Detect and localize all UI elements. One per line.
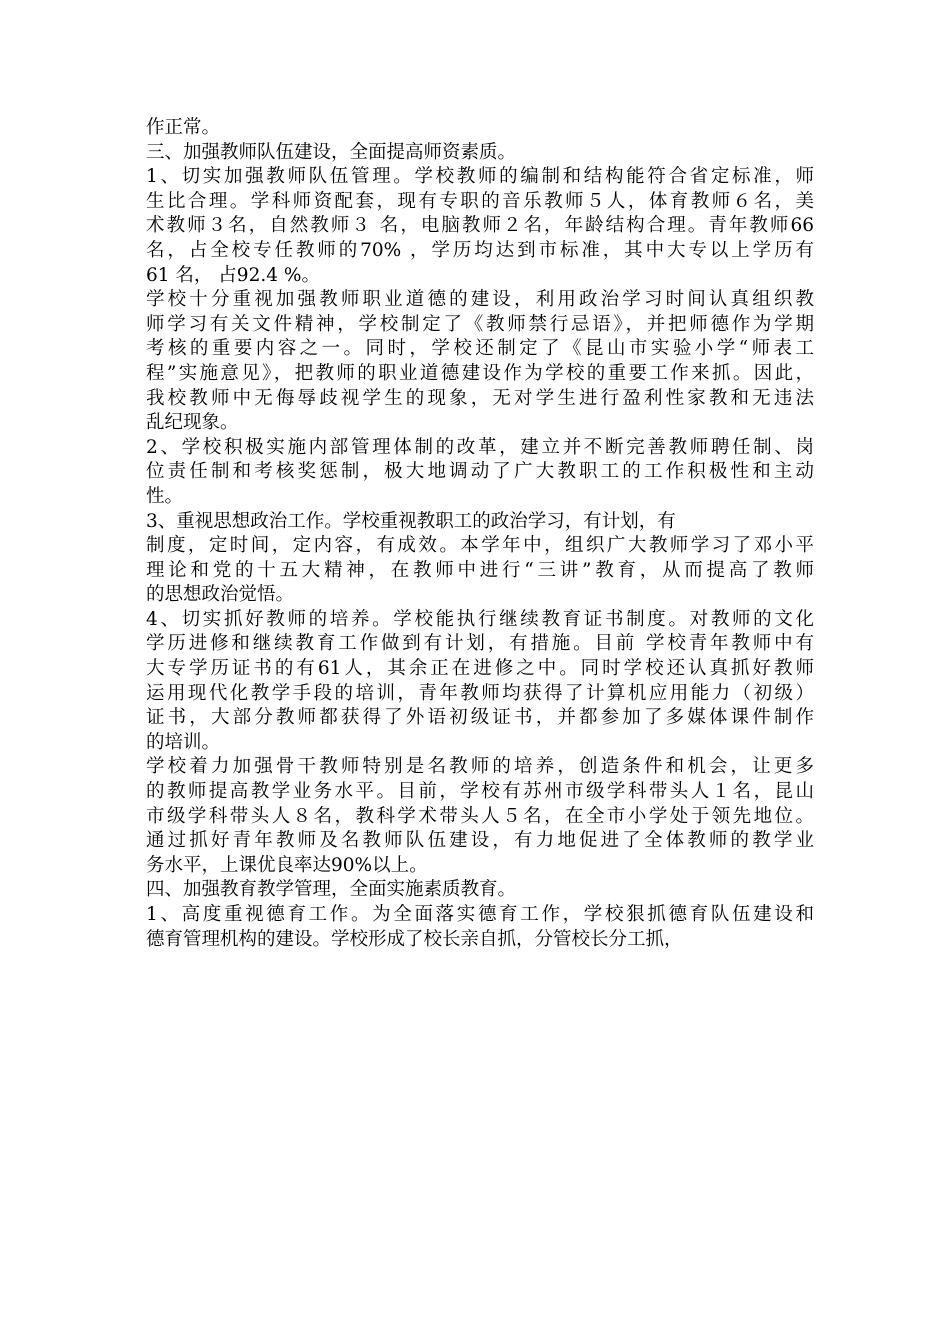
document-body — [146, 116, 814, 952]
text-line: 乱纪现象。 — [146, 412, 239, 434]
text-line: 理论和党的十五大精神，在教师中进行“三讲”教育，从而提高了教师 — [146, 559, 814, 581]
text-line: 3、重视思想政治工作。学校重视教职工的政治学习，有计划，有 — [146, 510, 676, 532]
text-line: 考核的重要内容之一。同时，学校还制定了《昆山市实验小学“师表工 — [146, 338, 814, 360]
text-line: 务水平，上课优良率达90%以上。 — [146, 854, 428, 876]
section-heading: 四、加强教育教学管理，全面实施素质教育。 — [146, 879, 517, 901]
text-line: 通过抓好青年教师及名教师队伍建设，有力地促进了全体教师的教学业 — [146, 830, 814, 852]
text-line: 性。 — [146, 485, 184, 507]
text-line: 生比合理。学科师资配套，现有专职的音乐教师５人，体育教师６名，美 — [146, 190, 814, 212]
text-line: 的培训。 — [146, 731, 221, 753]
text-line: 我校教师中无侮辱歧视学生的现象，无对学生进行盈利性家教和无违法 — [146, 387, 814, 409]
text-line: 位责任制和考核奖惩制，极大地调动了广大教职工的工作积极性和主动 — [146, 461, 814, 483]
text-line: 学历进修和继续教育工作做到有计划，有措施。目前 学校青年教师中有 — [146, 633, 814, 655]
text-line: 的教师提高教学业务水平。目前，学校有苏州市级学科带头人１名，昆山 — [146, 781, 814, 803]
text-line: 4、切实抓好教师的培养。学校能执行继续教育证书制度。对教师的文化 — [146, 608, 814, 630]
text-line: 市级学科带头人８名，教科学术带头人５名，在全市小学处于领先地位。 — [146, 805, 814, 827]
text-line: 制度，定时间，定内容，有成效。本学年中，组织广大教师学习了邓小平 — [146, 535, 814, 557]
text-line: 61 名， 占92.4 %。 — [146, 264, 320, 286]
text-line: 2、学校积极实施内部管理体制的改革，建立并不断完善教师聘任制、岗 — [146, 436, 814, 458]
text-line: 学校十分重视加强教师职业道德的建设，利用政治学习时间认真组织教 — [146, 289, 814, 311]
text-line: 程”实施意见》，把教师的职业道德建设作为学校的重要工作来抓。因此， — [146, 362, 814, 384]
text-line: 1、高度重视德育工作。为全面落实德育工作，学校狠抓德育队伍建设和 — [146, 904, 814, 925]
text-line: 作正常。 — [146, 117, 221, 138]
text-line: 学校着力加强骨干教师特别是名教师的培养，创造条件和机会，让更多 — [146, 756, 814, 778]
text-line: 的思想政治觉悟。 — [146, 584, 295, 606]
text-line: 师学习有关文件精神，学校制定了《教师禁行忌语》，并把师德作为学期 — [146, 313, 814, 335]
text-line: 证书，大部分教师都获得了外语初级证书，并都参加了多媒体课件制作 — [146, 707, 814, 729]
text-line: 运用现代化教学手段的培训，青年教师均获得了计算机应用能力（初级） — [146, 682, 814, 704]
text-line: 1、切实加强教师队伍管理。学校教师的编制和结构能符合省定标准，师 — [146, 166, 814, 188]
text-line: 术教师３名，自然教师３ 名，电脑教师２名，年龄结构合理。青年教师66 — [146, 215, 814, 237]
text-line: 大专学历证书的有61人，其余正在进修之中。同时学校还认真抓好教师 — [146, 658, 814, 680]
text-line: 名，占全校专任教师的70% ，学历均达到市标准，其中大专以上学历有 — [146, 239, 814, 261]
section-heading: 三、加强教师队伍建设，全面提高师资素质。 — [146, 141, 517, 163]
text-line: 德育管理机构的建设。学校形成了校长亲自抓，分管校长分工抓， — [146, 928, 683, 950]
